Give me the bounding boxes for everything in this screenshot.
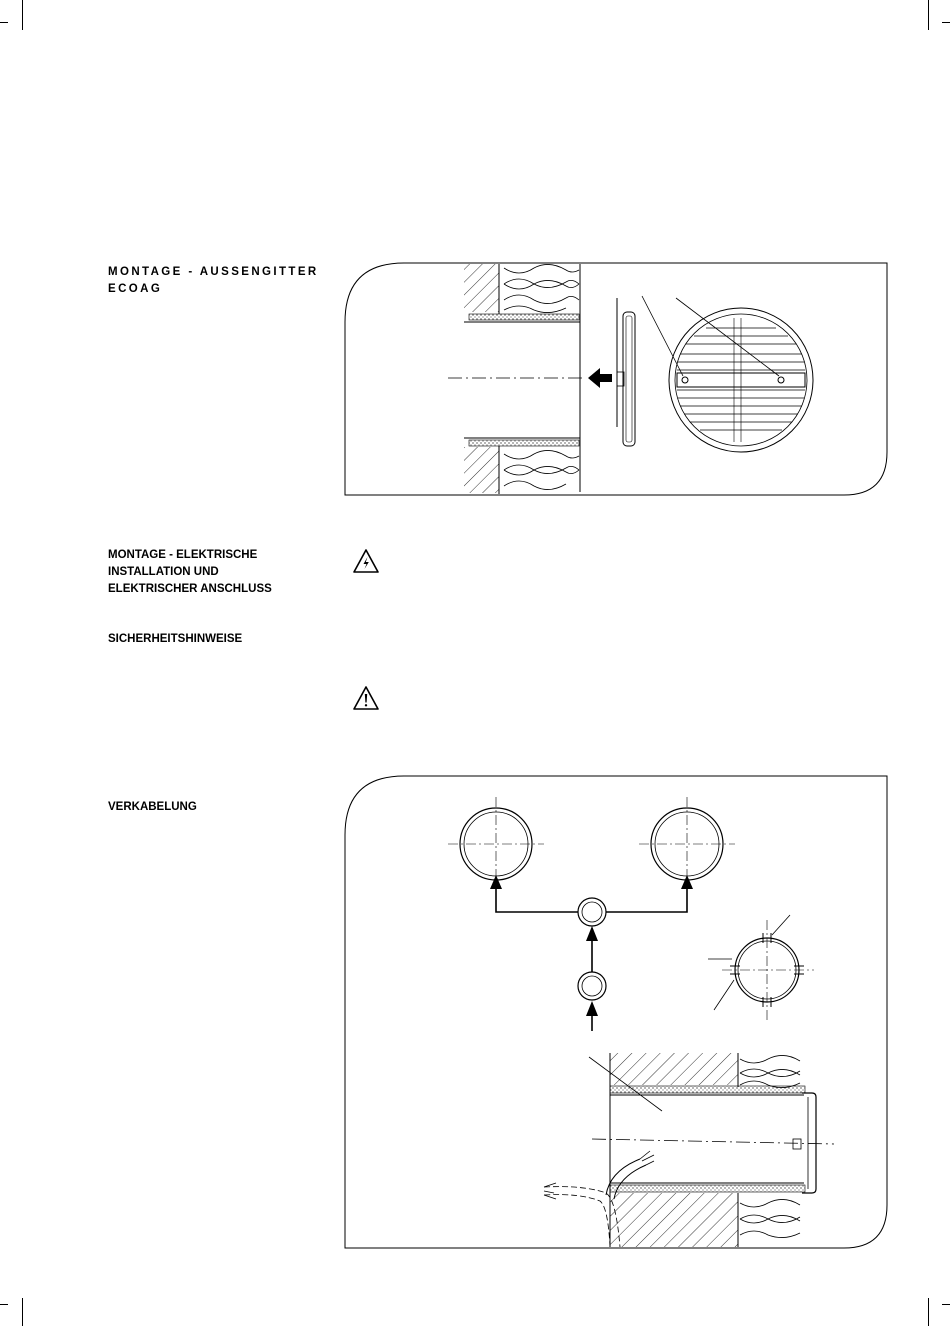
crop-mark-tl-v: [22, 0, 23, 30]
wiring-section-title: [108, 799, 197, 816]
crop-mark-bl-v: [22, 1298, 23, 1326]
crop-mark-br-v: [928, 1298, 929, 1326]
crop-mark-tr-v: [928, 0, 929, 30]
grille-title-line-1: MONTAGE - AUSSENGITTER: [108, 266, 319, 278]
grille-mounting-illustration: [344, 262, 888, 496]
grille-section-title: [108, 264, 319, 298]
wiring-title: VERKABELUNG: [108, 801, 197, 813]
safety-title: SICHERHEITSHINWEISE: [108, 633, 243, 645]
electrical-title-line-1: MONTAGE - ELEKTRISCHE: [108, 549, 258, 561]
crop-mark-tl-h: [0, 22, 8, 23]
crop-mark-br-h: [942, 1304, 950, 1305]
wiring-illustration: [344, 775, 888, 1249]
grille-title-line-2: ECOAG: [108, 283, 163, 295]
exclamation-warning-icon: [352, 685, 380, 711]
electrical-title-line-3: ELEKTRISCHER ANSCHLUSS: [108, 583, 272, 595]
crop-mark-tr-h: [942, 22, 950, 23]
high-voltage-warning-icon: [352, 548, 380, 574]
safety-section-title: [108, 631, 242, 648]
crop-mark-bl-h: [0, 1304, 8, 1305]
electrical-section-title: [108, 547, 272, 598]
electrical-title-line-2: INSTALLATION UND: [108, 566, 219, 578]
